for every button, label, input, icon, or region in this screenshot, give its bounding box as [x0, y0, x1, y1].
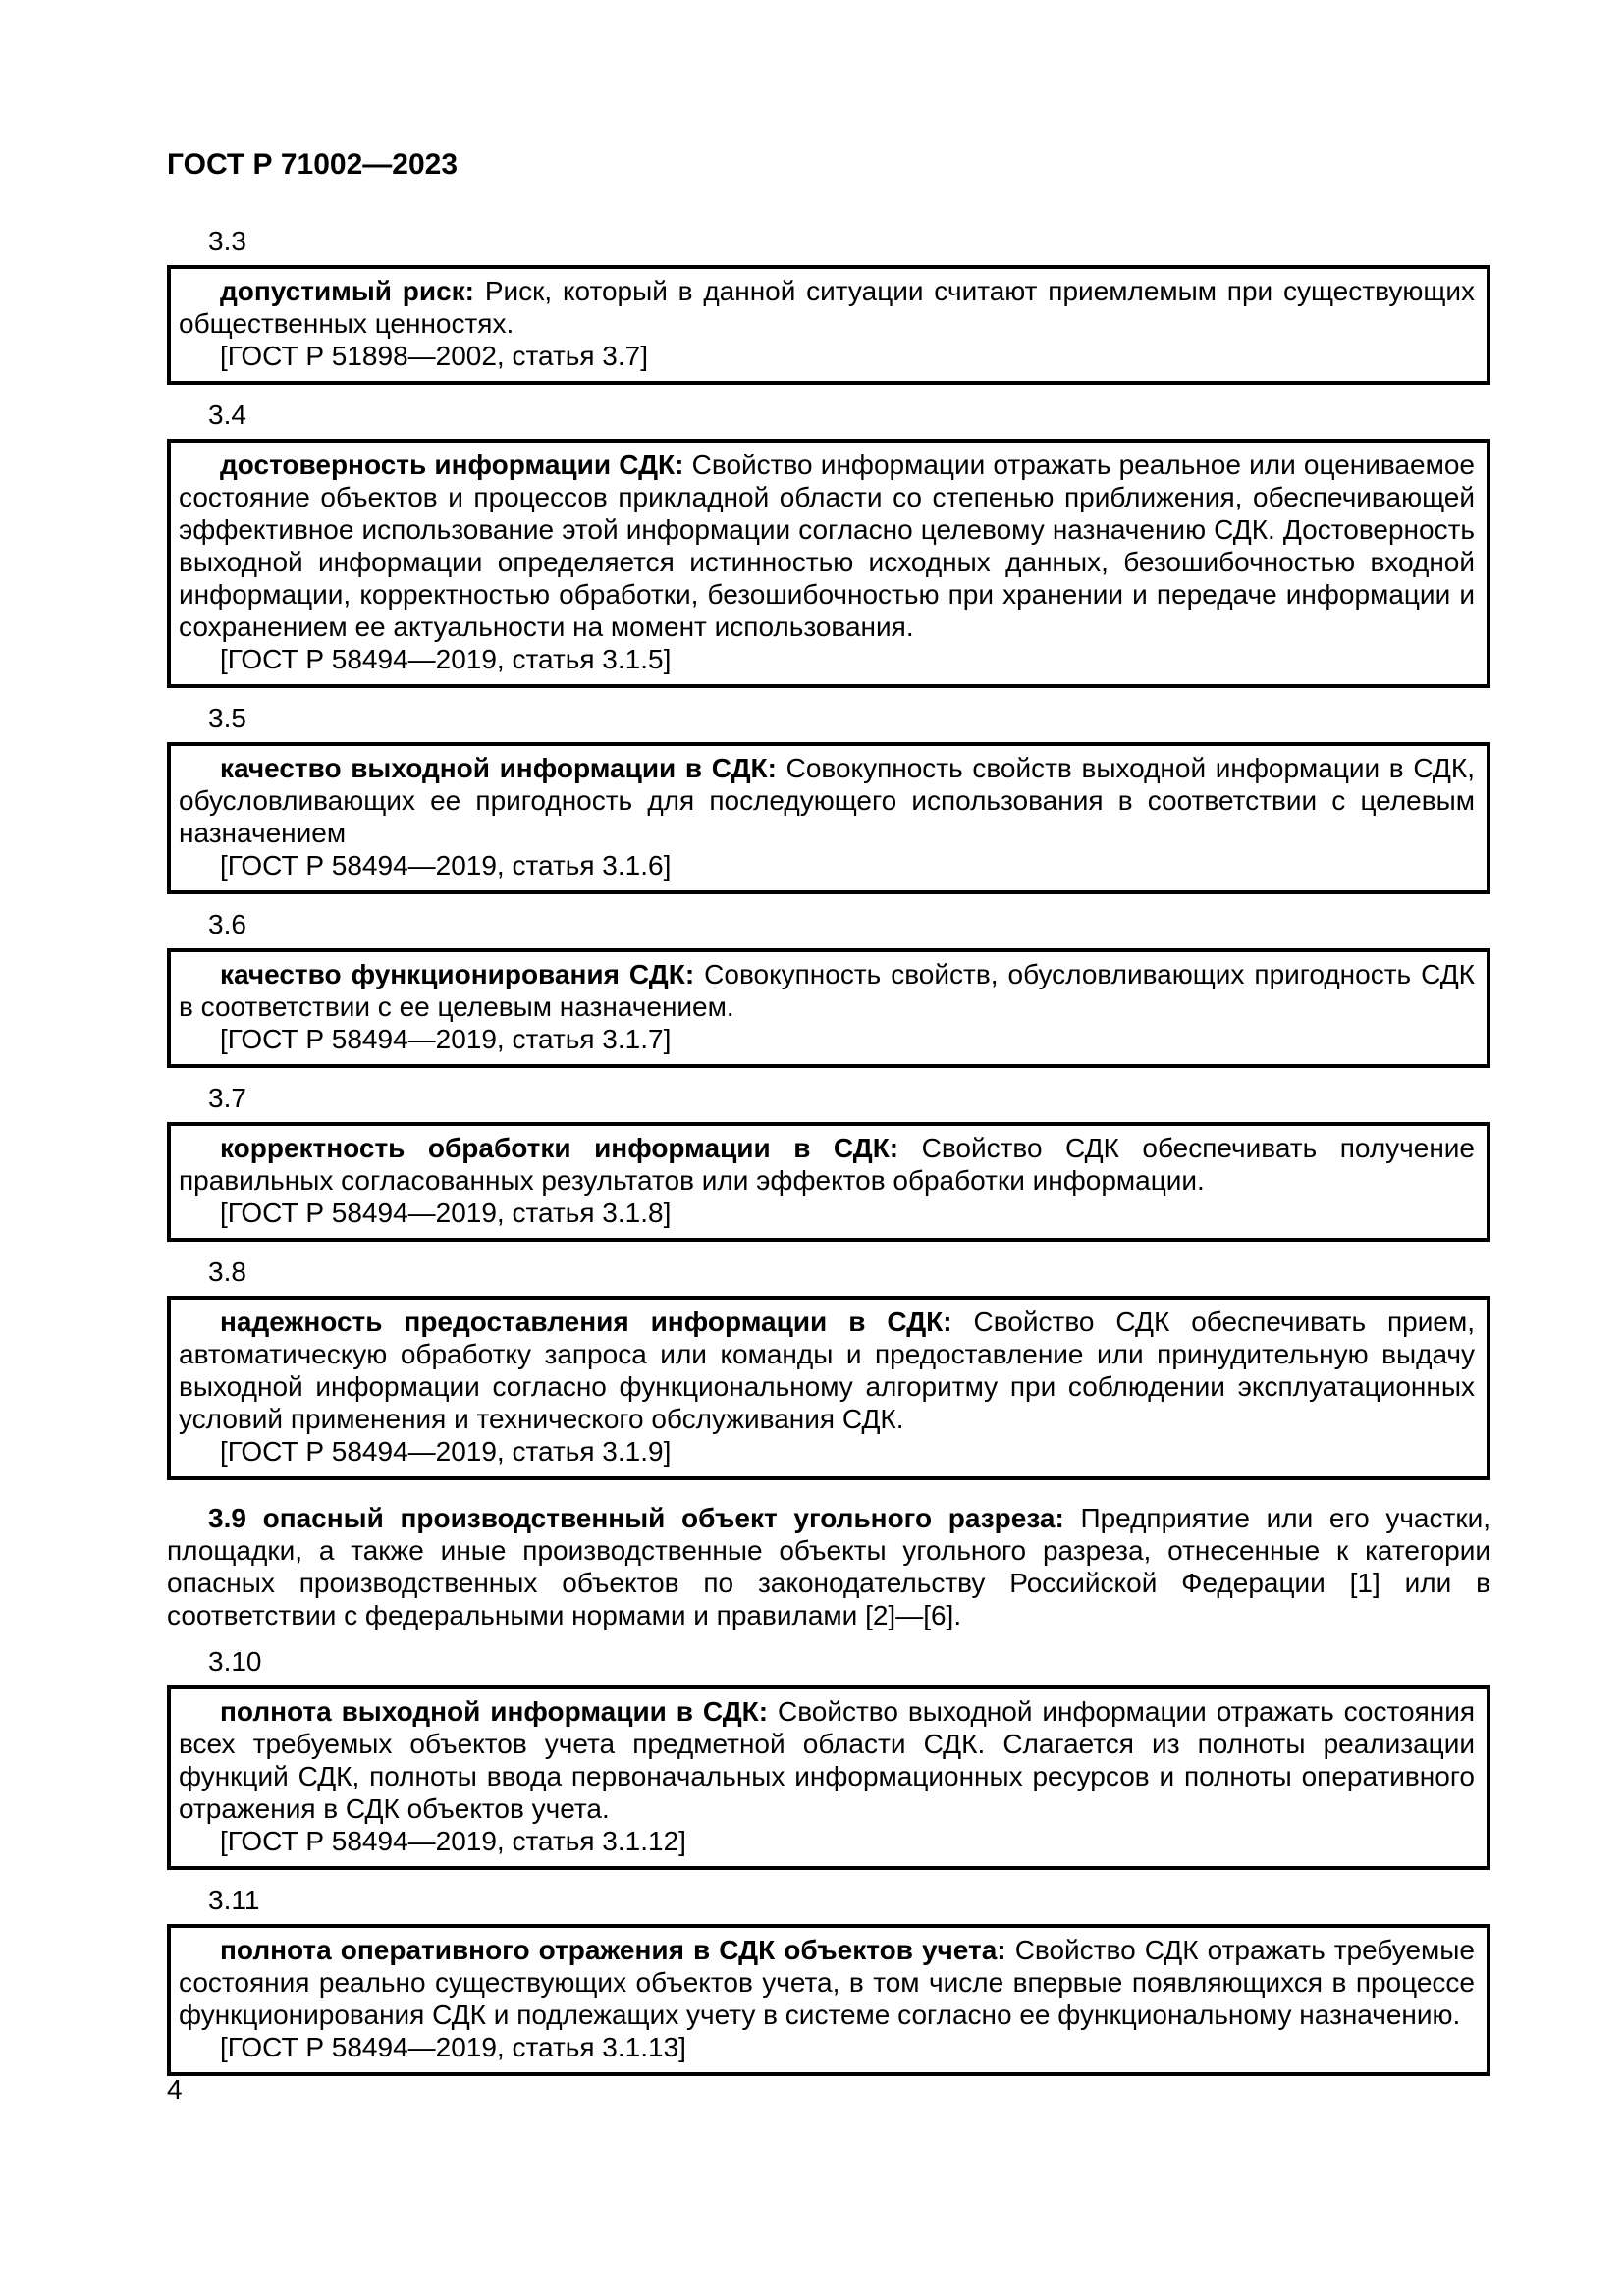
page-content	[167, 147, 1490, 2076]
definition-paragraph	[179, 752, 1475, 849]
section-label: 3.3	[208, 226, 246, 256]
definition-text: Свойство выходной информации отражать состояния всех требуемых объектов учета предметной области СДК. Слагается из полноты реализации функций СДК, полноты ввода первоначальных информационных ресурсов и полноты оперативного отражения в СДК объектов учета.	[179, 1696, 1476, 1824]
document-number-header: ГОСТ Р 71002—2023	[167, 148, 459, 181]
definition-box	[167, 1122, 1490, 1242]
source-reference: [ГОСТ Р 58494—2019, статья 3.1.12]	[220, 1826, 686, 1856]
definition-paragraph	[179, 1306, 1475, 1435]
definition-text: Совокупность свойств выходной информации в СДК, обусловливающих ее пригодность для последующего использования в соответствии с целевым назначением	[179, 753, 1475, 848]
section-label: 3.8	[208, 1256, 246, 1287]
section-label: 3.6	[208, 909, 246, 939]
source-reference: [ГОСТ Р 58494—2019, статья 3.1.5]	[220, 644, 672, 674]
definition-box	[167, 439, 1490, 688]
definition-text: Свойство СДК обеспечивать прием, автоматическую обработку запроса или команды и предоставление или принудительную выдачу выходной информации согласно функциональному алгоритму при соблюдении эксплуатационных условий применения и технического обслуживания СДК.	[179, 1307, 1475, 1434]
source-reference: [ГОСТ Р 51898—2002, статья 3.7]	[220, 341, 649, 371]
source-reference: [ГОСТ Р 58494—2019, статья 3.1.13]	[220, 2032, 686, 2062]
term-text: достоверность информации СДК:	[220, 450, 684, 480]
definition-box	[167, 1924, 1490, 2076]
section-label: 3.4	[208, 400, 246, 430]
definition-text: Свойство СДК отражать требуемые состояния реально существующих объектов учета, в том числе впервые появляющихся в процессе функционирования СДК и подлежащих учету в системе согласно ее функциональному назначению.	[179, 1935, 1475, 2030]
definition-paragraph	[179, 449, 1475, 643]
definition-text: Риск, который в данной ситуации считают приемлемым при существующих общественных ценностях.	[179, 276, 1476, 339]
definition-paragraph	[179, 1934, 1475, 2031]
term-text: полнота выходной информации в СДК:	[220, 1696, 769, 1727]
source-reference: [ГОСТ Р 58494—2019, статья 3.1.7]	[220, 1024, 672, 1054]
term-text: корректность обработки информации в СДК:	[220, 1133, 899, 1163]
definition-box	[167, 1296, 1490, 1480]
definition-box	[167, 1685, 1490, 1870]
definition-text: Свойство СДК обеспечивать получение правильных согласованных результатов или эффектов обработки информации.	[179, 1133, 1475, 1196]
term-text: надежность предоставления информации в СДК:	[220, 1307, 952, 1337]
term-text: опасный производственный объект угольного разреза:	[262, 1503, 1064, 1533]
definition-paragraph	[179, 958, 1475, 1023]
term-text: качество выходной информации в СДК:	[220, 753, 777, 783]
source-reference: [ГОСТ Р 58494—2019, статья 3.1.9]	[220, 1436, 672, 1467]
term-text: полнота оперативного отражения в СДК объектов учета:	[220, 1935, 1006, 1965]
source-reference: [ГОСТ Р 58494—2019, статья 3.1.6]	[220, 850, 672, 881]
definition-paragraph	[167, 1502, 1490, 1631]
section-label: 3.5	[208, 703, 246, 733]
definition-box	[167, 742, 1490, 894]
section-label: 3.7	[208, 1083, 246, 1113]
definition-paragraph	[179, 1132, 1475, 1197]
section-label: 3.11	[208, 1885, 260, 1915]
page-number: 4	[167, 2074, 183, 2105]
definition-paragraph	[179, 275, 1475, 340]
term-text: качество функционирования СДК:	[220, 959, 695, 989]
definition-box	[167, 948, 1490, 1068]
term-text: допустимый риск:	[220, 276, 475, 306]
definition-paragraph	[179, 1695, 1475, 1825]
definition-box	[167, 265, 1490, 385]
definition-text: Предприятие или его участки, площадки, а также иные производственные объекты угольного разреза, отнесенные к категории опасных производственных объектов по законодательству Российской Федерации [1] или в соответствии с федеральными нормами и правилами [2]—[6].	[167, 1503, 1490, 1630]
definition-text: Совокупность свойств, обусловливающих пригодность СДК в соответствии с ее целевым назначением.	[179, 959, 1475, 1022]
definition-text: Свойство информации отражать реальное или оцениваемое состояние объектов и процессов прикладной области со степенью приближения, обеспечивающей эффективное использование этой информации согласно целевому назначению СДК. Достоверность выходной информации определяется истинностью исходных данных, безошибочностью входной информации, корректностью обработки, безошибочностью при хранении и передаче информации и сохранением ее актуальности на момент использования.	[179, 450, 1475, 642]
source-reference: [ГОСТ Р 58494—2019, статья 3.1.8]	[220, 1198, 672, 1228]
section-number-inline: 3.9	[208, 1503, 246, 1533]
section-label: 3.10	[208, 1646, 262, 1677]
